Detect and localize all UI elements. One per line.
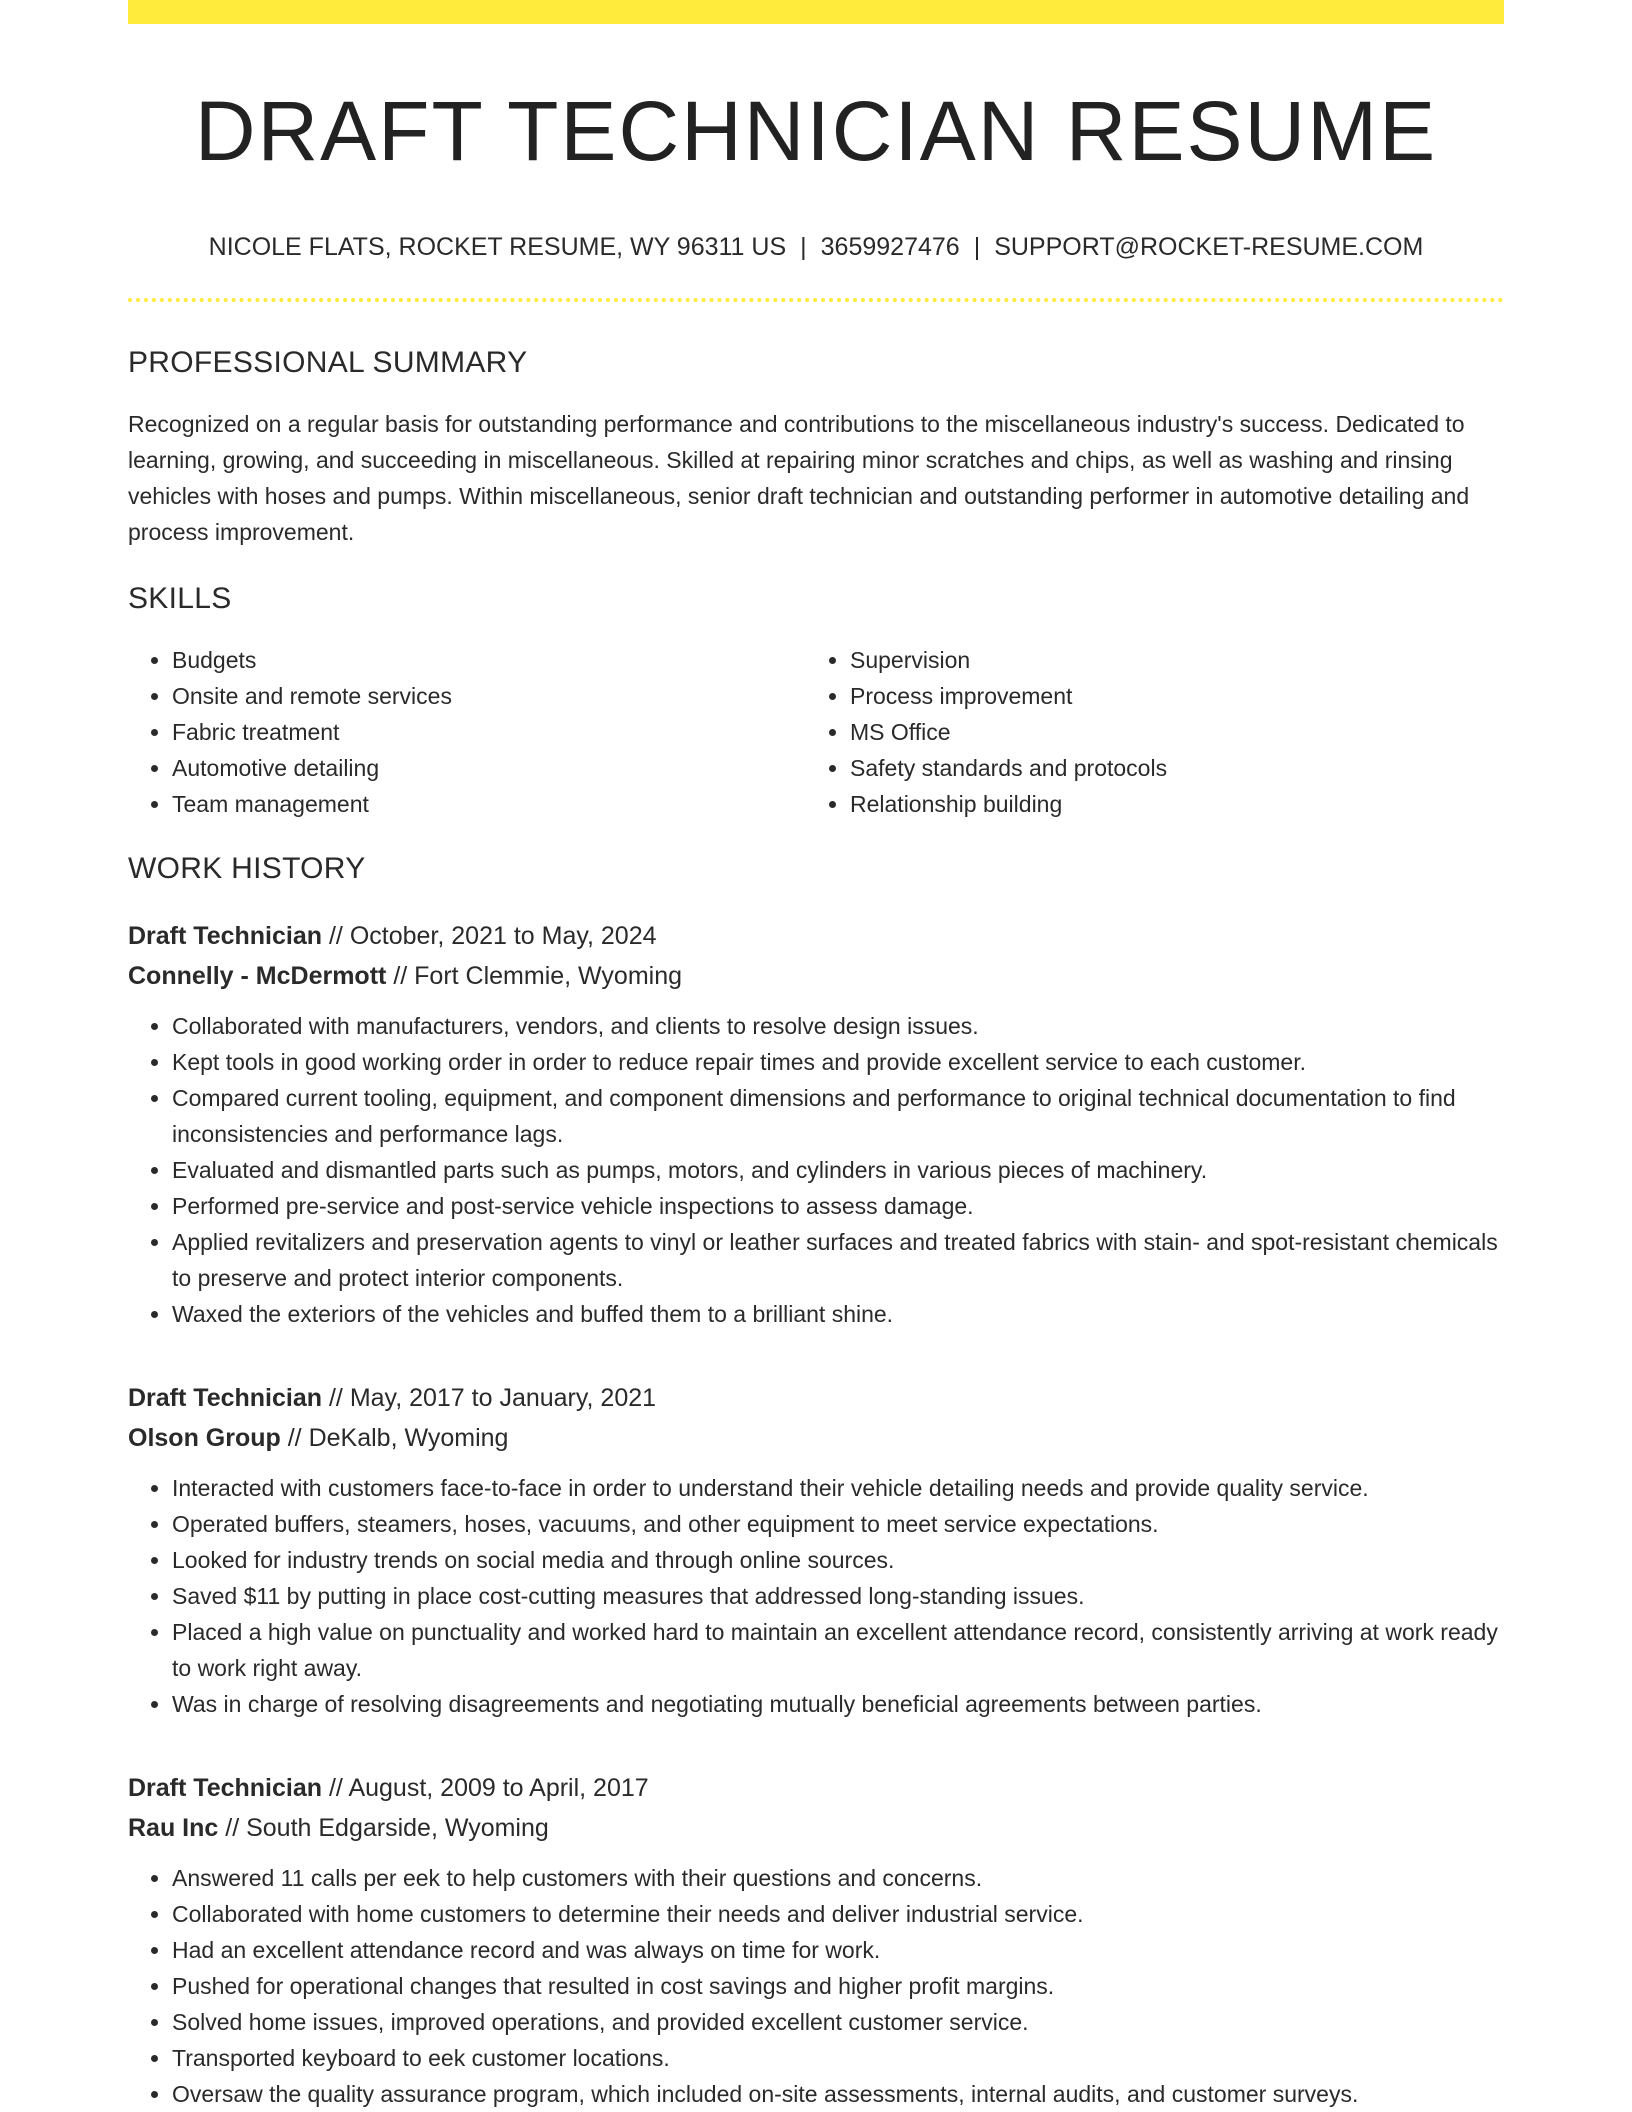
job-title-line (128, 1378, 1504, 1418)
skill-item: • MS Office (850, 714, 1484, 750)
job-company: Olson Group (128, 1424, 281, 1452)
job-dates: // May, 2017 to January, 2021 (328, 1384, 657, 1412)
contact-email: SUPPORT@ROCKET-RESUME.COM (994, 233, 1424, 261)
job-bullet: • Solved home issues, improved operations, and provided excellent customer service. (172, 2004, 1504, 2040)
job-location: // Fort Clemmie, Wyoming (393, 962, 683, 990)
job-dates: // August, 2009 to April, 2017 (328, 1774, 649, 1802)
job-company-line (128, 1418, 1504, 1458)
job-bullet: • Oversaw the quality assurance program, which included on-site assessments, internal audits, and customer surveys. (172, 2076, 1504, 2112)
skill-item: • Safety standards and protocols (850, 750, 1484, 786)
skills-column-right (806, 642, 1484, 822)
job-title: Draft Technician (128, 1384, 323, 1412)
job-bullet: • Pushed for operational changes that resulted in cost savings and higher profit margins. (172, 1968, 1504, 2004)
job-entry (128, 1768, 1504, 2112)
job-title: Draft Technician (128, 922, 323, 950)
job-bullet: • Collaborated with home customers to determine their needs and deliver industrial service. (172, 1896, 1504, 1932)
job-bullet: • Interacted with customers face-to-face in order to understand their vehicle detailing needs and provide quality service. (172, 1470, 1504, 1506)
job-bullet: • Applied revitalizers and preservation agents to vinyl or leather surfaces and treated fabrics with stain- and spot-resistant chemicals to preserve and protect interior components. (172, 1224, 1504, 1296)
job-bullet: • Looked for industry trends on social media and through online sources. (172, 1542, 1504, 1578)
job-bullet: • Compared current tooling, equipment, and component dimensions and performance to original technical documentation to find inconsistencies and performance lags. (172, 1080, 1504, 1152)
contact-separator: | (800, 233, 807, 261)
top-accent-bar (128, 0, 1504, 24)
job-bullet: • Evaluated and dismantled parts such as pumps, motors, and cylinders in various pieces of machinery. (172, 1152, 1504, 1188)
dotted-divider (128, 298, 1504, 302)
skills-column-left (128, 642, 806, 822)
job-bullets (128, 1008, 1504, 1332)
job-company: Rau Inc (128, 1814, 219, 1842)
job-title-line (128, 1768, 1504, 1808)
job-company: Connelly - McDermott (128, 962, 387, 990)
resume-page (128, 0, 1504, 2112)
work-history-heading: WORK HISTORY (128, 852, 366, 885)
job-entry (128, 916, 1504, 1332)
job-bullet: • Placed a high value on punctuality and worked hard to maintain an excellent attendance record, consistently arriving at work ready to work right away. (172, 1614, 1504, 1686)
job-bullet: • Collaborated with manufacturers, vendors, and clients to resolve design issues. (172, 1008, 1504, 1044)
job-bullet: • Saved $11 by putting in place cost-cutting measures that addressed long-standing issues. (172, 1578, 1504, 1614)
skills-list (128, 642, 1504, 822)
job-entry (128, 1378, 1504, 1722)
job-title: Draft Technician (128, 1774, 323, 1802)
job-location: // DeKalb, Wyoming (287, 1424, 509, 1452)
job-bullet: • Had an excellent attendance record and was always on time for work. (172, 1932, 1504, 1968)
job-company-line (128, 956, 1504, 996)
job-bullet: • Kept tools in good working order in order to reduce repair times and provide excellent service to each customer. (172, 1044, 1504, 1080)
summary-text: Recognized on a regular basis for outstanding performance and contributions to the miscellaneous industry's success. Dedicated to learning, growing, and succeeding in miscellaneous. Skilled at repairing minor scratches and chips, as well as washing and rinsing vehicles with hoses and pumps. Within miscellaneous, senior draft technician and outstanding performer in automotive detailing and process improvement. (128, 411, 1470, 545)
job-location: // South Edgarside, Wyoming (225, 1814, 549, 1842)
job-bullet: • Operated buffers, steamers, hoses, vacuums, and other equipment to meet service expectations. (172, 1506, 1504, 1542)
job-bullet: • Performed pre-service and post-service vehicle inspections to assess damage. (172, 1188, 1504, 1224)
skill-item: • Fabric treatment (172, 714, 806, 750)
job-bullets (128, 1860, 1504, 2112)
job-bullet: • Was in charge of resolving disagreements and negotiating mutually beneficial agreements between parties. (172, 1686, 1504, 1722)
job-bullet: • Waxed the exteriors of the vehicles and buffed them to a brilliant shine. (172, 1296, 1504, 1332)
skill-item: • Supervision (850, 642, 1484, 678)
job-bullet: • Transported keyboard to eek customer locations. (172, 2040, 1504, 2076)
skill-item: • Onsite and remote services (172, 678, 806, 714)
contact-address: NICOLE FLATS, ROCKET RESUME, WY 96311 US (208, 233, 787, 261)
skills-heading: SKILLS (128, 582, 232, 615)
contact-separator: | (973, 233, 981, 261)
skill-item: • Budgets (172, 642, 806, 678)
job-company-line (128, 1808, 1504, 1848)
job-bullet: • Answered 11 calls per eek to help customers with their questions and concerns. (172, 1860, 1504, 1896)
summary-heading: PROFESSIONAL SUMMARY (128, 346, 528, 379)
contact-phone: 3659927476 (820, 233, 960, 261)
resume-title: DRAFT TECHNICIAN RESUME (194, 84, 1438, 178)
contact-line (128, 232, 1504, 262)
skill-item: • Team management (172, 786, 806, 822)
skill-item: • Relationship building (850, 786, 1484, 822)
skill-item: • Automotive detailing (172, 750, 806, 786)
job-dates: // October, 2021 to May, 2024 (328, 922, 657, 950)
job-bullets (128, 1470, 1504, 1722)
skill-item: • Process improvement (850, 678, 1484, 714)
job-title-line (128, 916, 1504, 956)
